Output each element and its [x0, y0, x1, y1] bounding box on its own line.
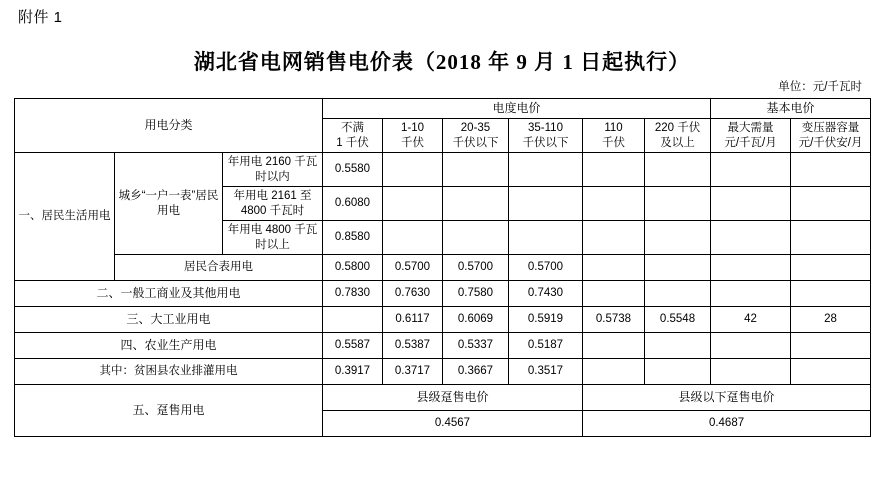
large-industry-v2: 0.6117: [383, 307, 443, 333]
wholesale-below-county-label: 县级以下趸售电价: [583, 385, 871, 411]
attachment-label: 附件 1: [18, 9, 63, 26]
large-industry-v3: 0.6069: [443, 307, 509, 333]
general-commercial-v3: 0.7580: [443, 281, 509, 307]
residential-tier2-v6: [645, 187, 711, 221]
poor-county-v2: 0.3717: [383, 359, 443, 385]
general-commercial-v5: [583, 281, 645, 307]
header-col-1-10kv-line1: 1-10: [400, 122, 425, 135]
header-col-max-demand-line2: 元/千瓦/月: [724, 136, 777, 149]
table-row: [15, 281, 871, 307]
category-large-industry: 三、大工业用电: [15, 307, 323, 333]
table-header-row-1: [15, 99, 871, 119]
residential-combined-v7: [711, 255, 791, 281]
electricity-price-table: [14, 98, 871, 437]
large-industry-v6: 0.5548: [645, 307, 711, 333]
header-col-35-110kv-line1: 35-110: [528, 122, 563, 135]
table-row: [15, 333, 871, 359]
residential-tier1-v5: [583, 153, 645, 187]
poor-county-v1: 0.3917: [323, 359, 383, 385]
general-commercial-v2: 0.7630: [383, 281, 443, 307]
header-col-110kv-line2: 千伏: [602, 136, 625, 149]
header-col-1-10kv-line2: 千伏: [401, 136, 424, 149]
residential-tier3-v3: [443, 221, 509, 255]
agriculture-v8: [791, 333, 871, 359]
residential-tier2-v5: [583, 187, 645, 221]
header-col-110kv: [583, 119, 645, 153]
poor-county-v4: 0.3517: [509, 359, 583, 385]
residential-tier1-v3: [443, 153, 509, 187]
large-industry-v8: 28: [791, 307, 871, 333]
header-col-1-10kv: [383, 119, 443, 153]
residential-tier3-label: 年用电 4800 千瓦时以上: [223, 221, 323, 255]
residential-combined-v5: [583, 255, 645, 281]
header-category: 用电分类: [15, 99, 323, 153]
header-col-transformer-line2: 元/千伏安/月: [798, 136, 863, 149]
residential-tier2-v7: [711, 187, 791, 221]
header-col-under-1kv-line2: 1 千伏: [336, 136, 369, 149]
residential-combined-v1: 0.5800: [323, 255, 383, 281]
residential-tier2-v2: [383, 187, 443, 221]
residential-tier1-v1: 0.5580: [323, 153, 383, 187]
residential-tier3-v4: [509, 221, 583, 255]
residential-combined-v3: 0.5700: [443, 255, 509, 281]
residential-combined-v2: 0.5700: [383, 255, 443, 281]
category-agriculture: 四、农业生产用电: [15, 333, 323, 359]
header-col-35-110kv-line2: 千伏以下: [522, 136, 569, 149]
agriculture-v1: 0.5587: [323, 333, 383, 359]
residential-tier1-v2: [383, 153, 443, 187]
agriculture-v4: 0.5187: [509, 333, 583, 359]
category-residential: 一、居民生活用电: [15, 153, 115, 281]
residential-tier1-v7: [711, 153, 791, 187]
large-industry-v5: 0.5738: [583, 307, 645, 333]
header-col-under-1kv: [323, 119, 383, 153]
residential-combined-v8: [791, 255, 871, 281]
header-group-energy: 电度电价: [323, 99, 711, 119]
poor-county-v7: [711, 359, 791, 385]
table-row: [15, 153, 871, 187]
subgroup-one-household-one-meter: 城乡“一户一表”居民用电: [115, 153, 223, 255]
category-wholesale: 五、趸售用电: [15, 385, 323, 437]
header-col-220kv-above: [645, 119, 711, 153]
agriculture-v3: 0.5337: [443, 333, 509, 359]
agriculture-v5: [583, 333, 645, 359]
poor-county-v5: [583, 359, 645, 385]
poor-county-v3: 0.3667: [443, 359, 509, 385]
residential-tier2-v8: [791, 187, 871, 221]
table-row: [15, 255, 871, 281]
header-col-35-110kv: [509, 119, 583, 153]
table-row: [15, 359, 871, 385]
header-col-110kv-line1: 110: [604, 122, 623, 135]
header-col-20-35kv-line1: 20-35: [460, 122, 491, 135]
residential-combined-v4: 0.5700: [509, 255, 583, 281]
general-commercial-v1: 0.7830: [323, 281, 383, 307]
wholesale-county-label: 县级趸售电价: [323, 385, 583, 411]
residential-tier3-v7: [711, 221, 791, 255]
general-commercial-v6: [645, 281, 711, 307]
category-general-commercial: 二、一般工商业及其他用电: [15, 281, 323, 307]
residential-combined-v6: [645, 255, 711, 281]
large-industry-v7: 42: [711, 307, 791, 333]
header-col-transformer-capacity: [791, 119, 871, 153]
general-commercial-v4: 0.7430: [509, 281, 583, 307]
header-col-220kv-line1: 220 千伏: [654, 122, 701, 135]
residential-tier2-label: 年用电 2161 至 4800 千瓦时: [223, 187, 323, 221]
header-col-under-1kv-line1: 不满: [341, 122, 364, 135]
agriculture-v7: [711, 333, 791, 359]
residential-tier3-v1: 0.8580: [323, 221, 383, 255]
poor-county-v8: [791, 359, 871, 385]
poor-county-v6: [645, 359, 711, 385]
residential-tier3-v6: [645, 221, 711, 255]
header-col-max-demand-line1: 最大需量: [727, 122, 774, 135]
page-title: 湖北省电网销售电价表（2018 年 9 月 1 日起执行）: [193, 50, 691, 74]
wholesale-county-value: 0.4567: [323, 411, 583, 437]
header-col-20-35kv: [443, 119, 509, 153]
header-group-basic: 基本电价: [711, 99, 871, 119]
table-row: [15, 307, 871, 333]
header-col-220kv-line2: 及以上: [660, 136, 695, 149]
wholesale-below-county-value: 0.4687: [583, 411, 871, 437]
category-poor-county-irrigation: 其中：贫困县农业排灌用电: [15, 359, 323, 385]
table-row: [15, 385, 871, 411]
residential-tier3-v5: [583, 221, 645, 255]
residential-tier1-v8: [791, 153, 871, 187]
agriculture-v6: [645, 333, 711, 359]
header-col-transformer-line1: 变压器容量: [801, 122, 860, 135]
general-commercial-v8: [791, 281, 871, 307]
header-col-20-35kv-line2: 千伏以下: [452, 136, 499, 149]
residential-combined-label: 居民合表用电: [115, 255, 323, 281]
residential-tier2-v1: 0.6080: [323, 187, 383, 221]
residential-tier1-label: 年用电 2160 千瓦时以内: [223, 153, 323, 187]
residential-tier1-v4: [509, 153, 583, 187]
agriculture-v2: 0.5387: [383, 333, 443, 359]
large-industry-v4: 0.5919: [509, 307, 583, 333]
unit-note: 单位：元/千瓦时: [778, 81, 862, 93]
large-industry-v1: [323, 307, 383, 333]
residential-tier3-v8: [791, 221, 871, 255]
residential-tier3-v2: [383, 221, 443, 255]
residential-tier1-v6: [645, 153, 711, 187]
general-commercial-v7: [711, 281, 791, 307]
residential-tier2-v4: [509, 187, 583, 221]
header-col-max-demand: [711, 119, 791, 153]
residential-tier2-v3: [443, 187, 509, 221]
